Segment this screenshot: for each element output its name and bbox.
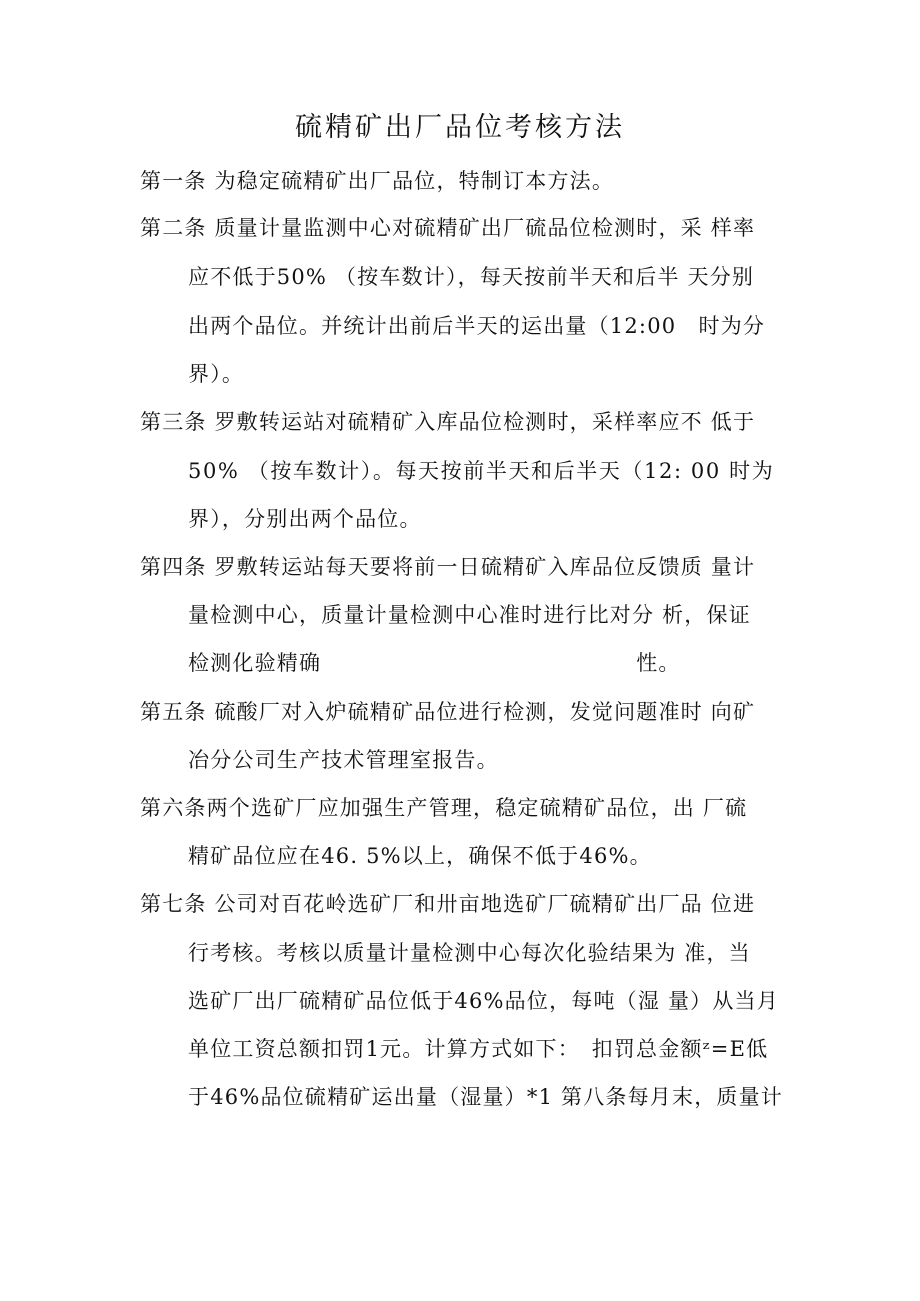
article-1-line-1: 第一条 为稳定硫精矿出厂品位，特制订本方法。	[140, 169, 615, 193]
article-7-line-2: 行考核。考核以质量计量检测中心每次化验结果为 准，当	[188, 941, 751, 965]
article-5-line-2: 冶分公司生产技术管理室报告。	[188, 748, 499, 772]
article-7-line-4: 单位工资总额扣罚1元。计算方式如下： 扣罚总金额ᶻ=E低	[188, 1037, 769, 1061]
document-title: 硫精矿出厂品位考核方法	[295, 112, 625, 143]
article-7-line-3: 选矿厂出厂硫精矿品位低于46%品位，每吨（湿 量）从当月	[188, 989, 779, 1013]
article-2-line-1: 第二条 质量计量监测中心对硫精矿出厂硫品位检测时，采 样率	[140, 216, 756, 240]
article-7-line-5: 于46%品位硫精矿运出量（湿量）*1 第八条每月末，质量计	[188, 1085, 784, 1109]
article-3-line-1: 第三条 罗敷转运站对硫精矿入库品位检测时，采样率应不 低于	[140, 410, 756, 434]
article-3-line-3: 界），分别出两个品位。	[188, 507, 422, 531]
article-4-line-2: 量检测中心，质量计量检测中心准时进行比对分 析，保证	[188, 603, 751, 627]
article-2-line-3: 出两个品位。并统计出前后半天的运出量（12:00 时为分	[188, 314, 766, 338]
article-6-line-1: 第六条两个选矿厂应加强生产管理，稳定硫精矿品位，出 厂硫	[140, 796, 748, 820]
article-2-line-2: 应不低于50% （按车数计），每天按前半天和后半 天分别	[188, 265, 755, 289]
article-5-line-1: 第五条 硫酸厂对入炉硫精矿品位进行检测，发觉问题准时 向矿	[140, 700, 756, 724]
article-7-line-1: 第七条 公司对百花岭选矿厂和卅亩地选矿厂硫精矿出厂品 位进	[140, 892, 756, 916]
article-4-line-1: 第四条 罗敷转运站每天要将前一日硫精矿入库品位反馈质 量计	[140, 555, 756, 579]
article-4-line-3: 检测化验精确 性。	[188, 651, 681, 675]
article-2-line-4: 界）。	[188, 362, 245, 386]
article-3-line-2: 50% （按车数计）。每天按前半天和后半天（12: 00 时为	[188, 459, 775, 483]
article-6-line-2: 精矿品位应在46. 5%以上，确保不低于46%。	[188, 844, 652, 868]
